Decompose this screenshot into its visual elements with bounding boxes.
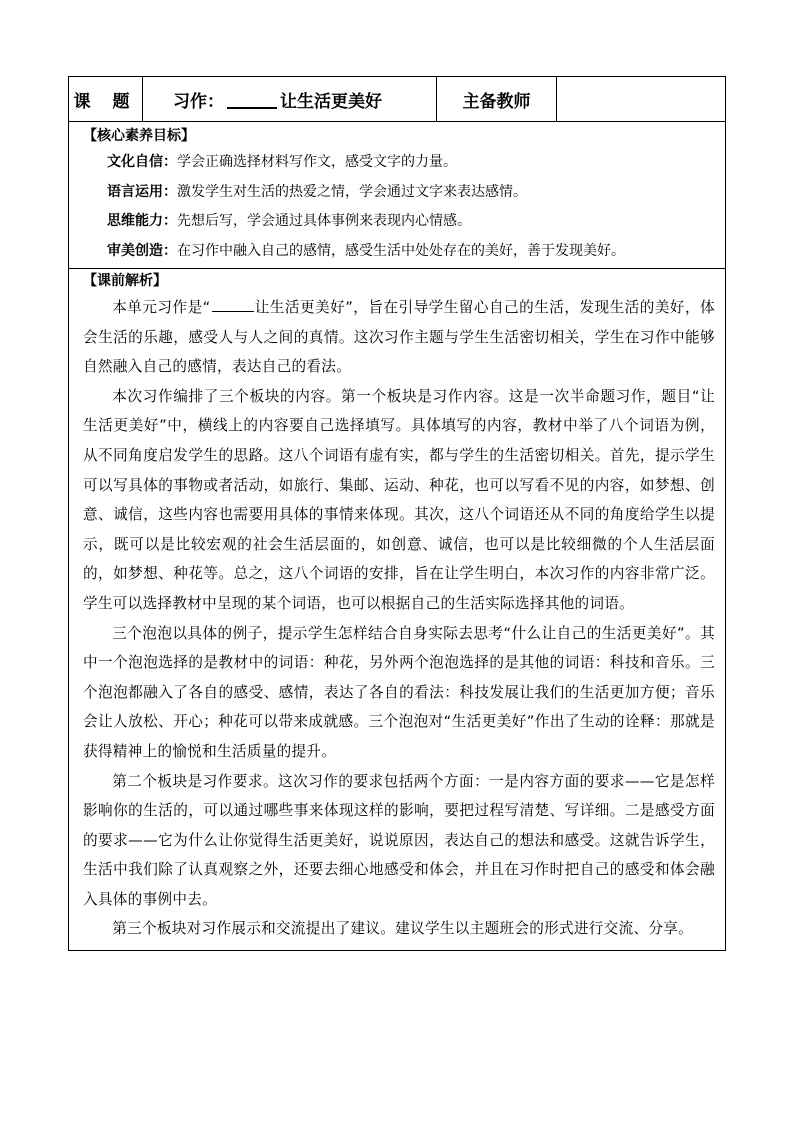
lesson-plan-table bbox=[68, 76, 726, 951]
goal-item bbox=[83, 207, 715, 237]
lesson-title bbox=[143, 77, 437, 121]
analysis-paragraph-3: 三个泡泡以具体的例子，提示学生怎样结合自身实际去思考“什么让自己的生活更美好”。其中一个泡泡选择的是教材中的词语：种花，另外两个泡泡选择的是其他的词语：科技和音乐。三个泡泡都融入了各自的感受、感情，表达了各自的看法：科技发展让我们的生活更加方便；音乐会让人放松、开心；种花可以带来成就感。三个泡泡对“生活更美好”作出了生动的诠释：那就是获得精神上的愉悦和生活质量的提升。 bbox=[83, 624, 715, 760]
pre-class-analysis-section bbox=[69, 269, 725, 950]
analysis-paragraph-1 bbox=[83, 293, 715, 382]
teacher-value bbox=[557, 77, 725, 121]
goal-text: 先想后写，学会通过具体事例来表现内心情感。 bbox=[177, 213, 471, 229]
p1-start: 本单元习作是“ bbox=[112, 299, 211, 316]
header-row bbox=[69, 77, 725, 122]
analysis-paragraph-2: 本次习作编排了三个板块的内容。第一个板块是习作内容。这是一次半命题习作，题目“让生活更美好”中，横线上的内容要自己选择填写。具体填写的内容，教材中举了八个词语为例，从不同角度启发学生的思路。这八个词语有虚有实，都与学生的生活密切相关。首先，提示学生可以写具体的事物或者活动，如旅行、集邮、运动、种花，也可以写看不见的内容，如梦想、创意、诚信，这些内容也需要用具体的事情来体现。其次，这八个词语还从不同的角度给学生以提示，既可以是比较宏观的社会生活层面的，如创意、诚信，也可以是比较细微的个人生活层面的，如梦想、种花等。总之，这八个词语的安排，旨在让学生明白，本次习作的内容非常广泛。学生可以选择教材中呈现的某个词语，也可以根据自己的生活实际选择其他的词语。 bbox=[83, 387, 715, 612]
goal-item bbox=[83, 178, 715, 208]
goal-item bbox=[83, 148, 715, 178]
goal-text: 学会正确选择材料写作文，感受文字的力量。 bbox=[177, 154, 457, 170]
goals-title: 【核心素养目标】 bbox=[83, 128, 195, 144]
analysis-title: 【课前解析】 bbox=[83, 273, 167, 289]
analysis-paragraph-4: 第二个板块是习作要求。这次习作的要求包括两个方面：一是内容方面的要求——它是怎样影响你的生活的，可以通过哪些事来体现这样的影响，要把过程写清楚、写详细。二是感受方面的要求——它为什么让你觉得生活更美好，说说原因，表达自己的想法和感受。这就告诉学生，生活中我们除了认真观察之外，还要去细心地感受和体会，并且在习作时把自己的感受和体会融入具体的事例中去。 bbox=[83, 772, 715, 908]
analysis-paragraph-5: 第三个板块对习作展示和交流提出了建议。建议学生以主题班会的形式进行交流、分享。 bbox=[112, 920, 694, 938]
goal-key: 思维能力： bbox=[107, 213, 177, 229]
goal-key: 审美创造： bbox=[107, 242, 177, 259]
goal-text: 激发学生对生活的热爱之情，学会通过文字来表达感情。 bbox=[177, 183, 527, 200]
p1-rest: 让生活更美好”，旨在引导学生留心自己的生活，发现生活的美好，体会生活的乐趣，感受人与人之间的真情。这次习作主题与学生生活密切相关，学生在习作中能够自然融入自己的感情，表达自己的看法。 bbox=[83, 299, 715, 376]
title-prefix: 习作： bbox=[173, 91, 224, 112]
inline-blank bbox=[212, 297, 254, 312]
teacher-label: 主备教师 bbox=[437, 77, 557, 121]
title-suffix: 让生活更美好 bbox=[280, 91, 382, 112]
goal-key: 文化自信： bbox=[107, 154, 177, 170]
goal-text: 在习作中融入自己的感情，感受生活中处处存在的美好，善于发现美好。 bbox=[177, 242, 625, 259]
goal-item bbox=[83, 237, 715, 267]
subject-label: 课 题 bbox=[69, 77, 143, 121]
core-goals-section bbox=[69, 122, 725, 269]
goal-key: 语言运用： bbox=[107, 183, 177, 200]
title-blank bbox=[227, 89, 277, 109]
